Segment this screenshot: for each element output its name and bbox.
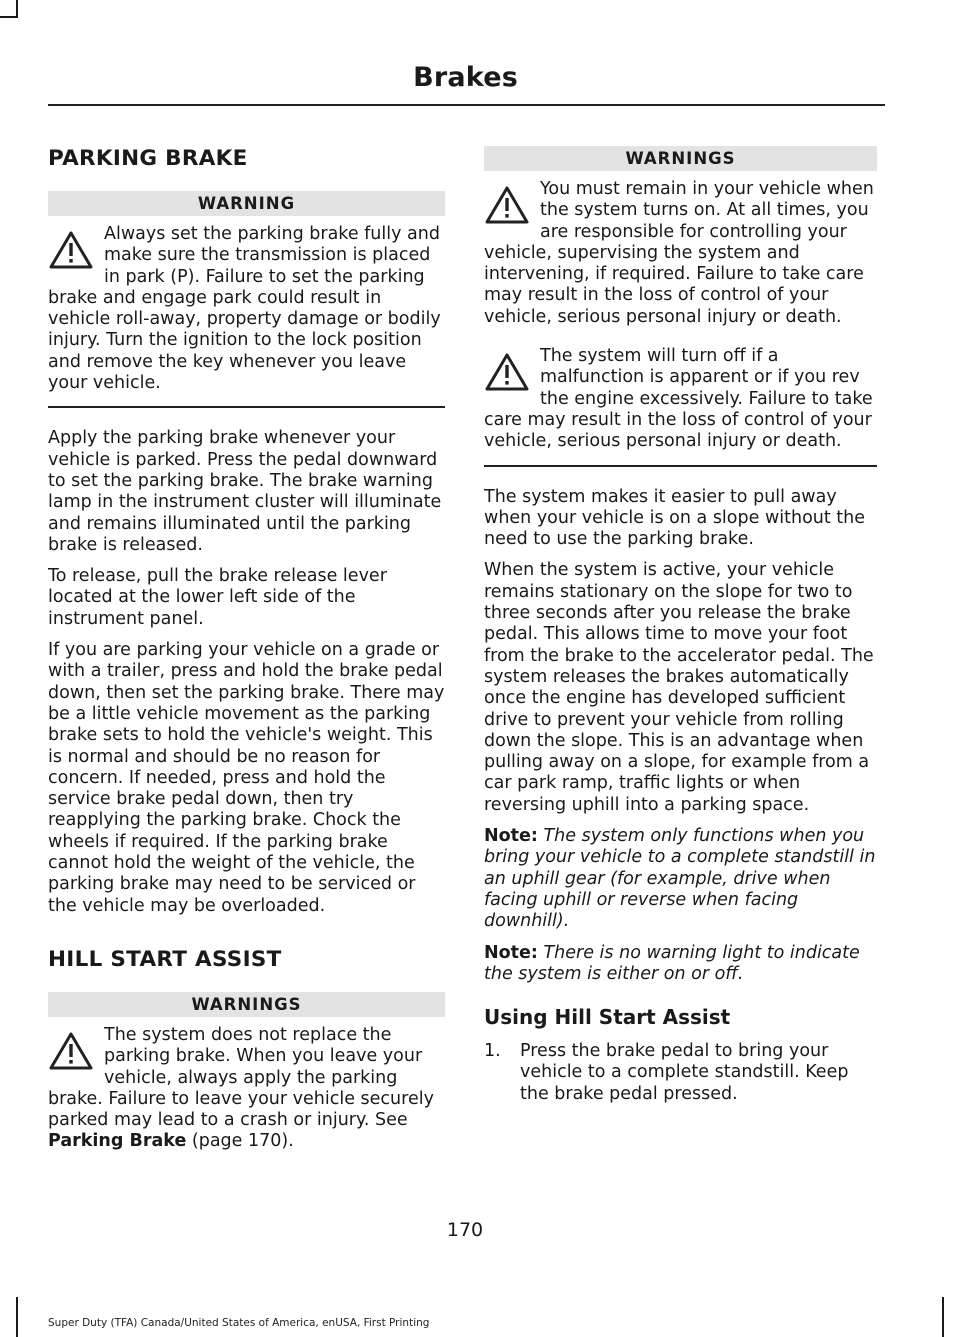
warning-triangle-icon bbox=[484, 346, 536, 406]
left-column bbox=[48, 140, 445, 1153]
paragraph: Apply the parking brake whenever your vehicle is parked. Press the pedal downward to set the parking brake. The brake warning lamp in the instrument cluster will illuminate and remains illuminated until the parking brake is released. bbox=[48, 428, 442, 555]
warning-text: The system will turn off if a malfunction is apparent or if you rev the engine excessively. Failure to take care may result in the loss of control of your vehicle, serious personal injury or death. bbox=[484, 346, 873, 452]
paragraph: The system makes it easier to pull away when your vehicle is on a slope without the need to use the parking brake. bbox=[484, 486, 866, 550]
warning-triangle-icon bbox=[484, 179, 536, 239]
list-item bbox=[484, 1041, 877, 1105]
using-hill-start-assist-heading: Using Hill Start Assist bbox=[484, 1005, 731, 1030]
paragraph: To release, pull the brake release lever located at the lower left side of the instrument panel. bbox=[48, 566, 387, 629]
steps-list bbox=[484, 1041, 877, 1105]
warning-text: The system does not replace the parking brake. When you leave your vehicle, always apply the parking brake. Failure to leave your vehicle securely parked may lead to a crash or injury. See bbox=[48, 1024, 434, 1131]
step-text: Press the brake pedal to bring your vehicle to a complete standstill. Keep the brake pedal pressed. bbox=[520, 1041, 849, 1104]
note-text: The system only functions when you bring your vehicle to a complete standstill in an uphill gear (for example, drive when facing uphill or reverse when facing downhill). bbox=[484, 826, 876, 932]
page-header-title: Brakes bbox=[413, 62, 518, 93]
parking-brake-heading: PARKING BRAKE bbox=[48, 146, 248, 171]
footer-text: Super Duty (TFA) Canada/United States of America, enUSA, First Printing bbox=[48, 1317, 430, 1329]
step-number: 1. bbox=[484, 1041, 501, 1062]
parking-warning-block bbox=[48, 224, 445, 408]
note-text: There is no warning light to indicate the system is either on or off. bbox=[484, 942, 860, 984]
warning-text: Always set the parking brake fully and make sure the transmission is placed in park (P). Failure to set the parking brake and engage park could result in vehicle roll-away, property damage or bodily injury. Turn the ignition to the lock position and remove the key whenever you leave your vehicle. bbox=[48, 224, 441, 394]
crop-mark bbox=[16, 1297, 18, 1337]
note bbox=[484, 826, 877, 932]
paragraph: If you are parking your vehicle on a grade or with a trailer, press and hold the brake pedal down, then set the parking brake. There may be a little vehicle movement as the parking brake sets to hold the vehicle's weight. This is normal and should be no reason for concern. If needed, press and hold the service brake pedal down, then try reapplying the parking brake. Chock the wheels if required. If the parking brake cannot hold the weight of the vehicle, the parking brake may need to be serviced or the vehicle may be overloaded. bbox=[48, 640, 445, 916]
warning-item bbox=[48, 1025, 445, 1153]
page-number: 170 bbox=[446, 1219, 484, 1241]
note-label: Note: bbox=[484, 942, 538, 963]
warning-item bbox=[484, 179, 877, 328]
header-divider bbox=[48, 104, 885, 106]
right-column bbox=[484, 146, 877, 1105]
warning-triangle-icon bbox=[48, 1025, 100, 1085]
parking-brake-link[interactable]: Parking Brake bbox=[48, 1131, 187, 1152]
warnings-label-bar: WARNINGS bbox=[48, 992, 445, 1017]
hsa-warning-block bbox=[484, 179, 877, 467]
warning-triangle-icon bbox=[48, 224, 100, 284]
warning-item bbox=[484, 346, 877, 452]
crop-mark bbox=[942, 1297, 944, 1337]
warnings-label-bar: WARNINGS bbox=[484, 146, 877, 171]
paragraph: When the system is active, your vehicle remains stationary on the slope for two to three seconds after you release the brake pedal. This allows time to move your foot from the brake to the accelerator pedal. The system releases the brakes automatically once the engine has developed sufficient drive to prevent your vehicle from rolling down the slope. This is an advantage when pulling away on a slope, for example from a car park ramp, traffic lights or when reversing uphill into a parking space. bbox=[484, 560, 874, 815]
crop-mark bbox=[0, 16, 18, 18]
note bbox=[484, 943, 877, 986]
page-reference: (page 170). bbox=[186, 1131, 294, 1152]
note-label: Note: bbox=[484, 826, 538, 847]
warning-text: You must remain in your vehicle when the system turns on. At all times, you are responsible for controlling your vehicle, supervising the system and intervening, if required. Failure to take care may result in the loss of control of your vehicle, serious personal injury or death. bbox=[484, 179, 874, 327]
hill-start-assist-heading: HILL START ASSIST bbox=[48, 946, 282, 972]
warning-item bbox=[48, 224, 445, 394]
warning-label-bar: WARNING bbox=[48, 191, 445, 216]
